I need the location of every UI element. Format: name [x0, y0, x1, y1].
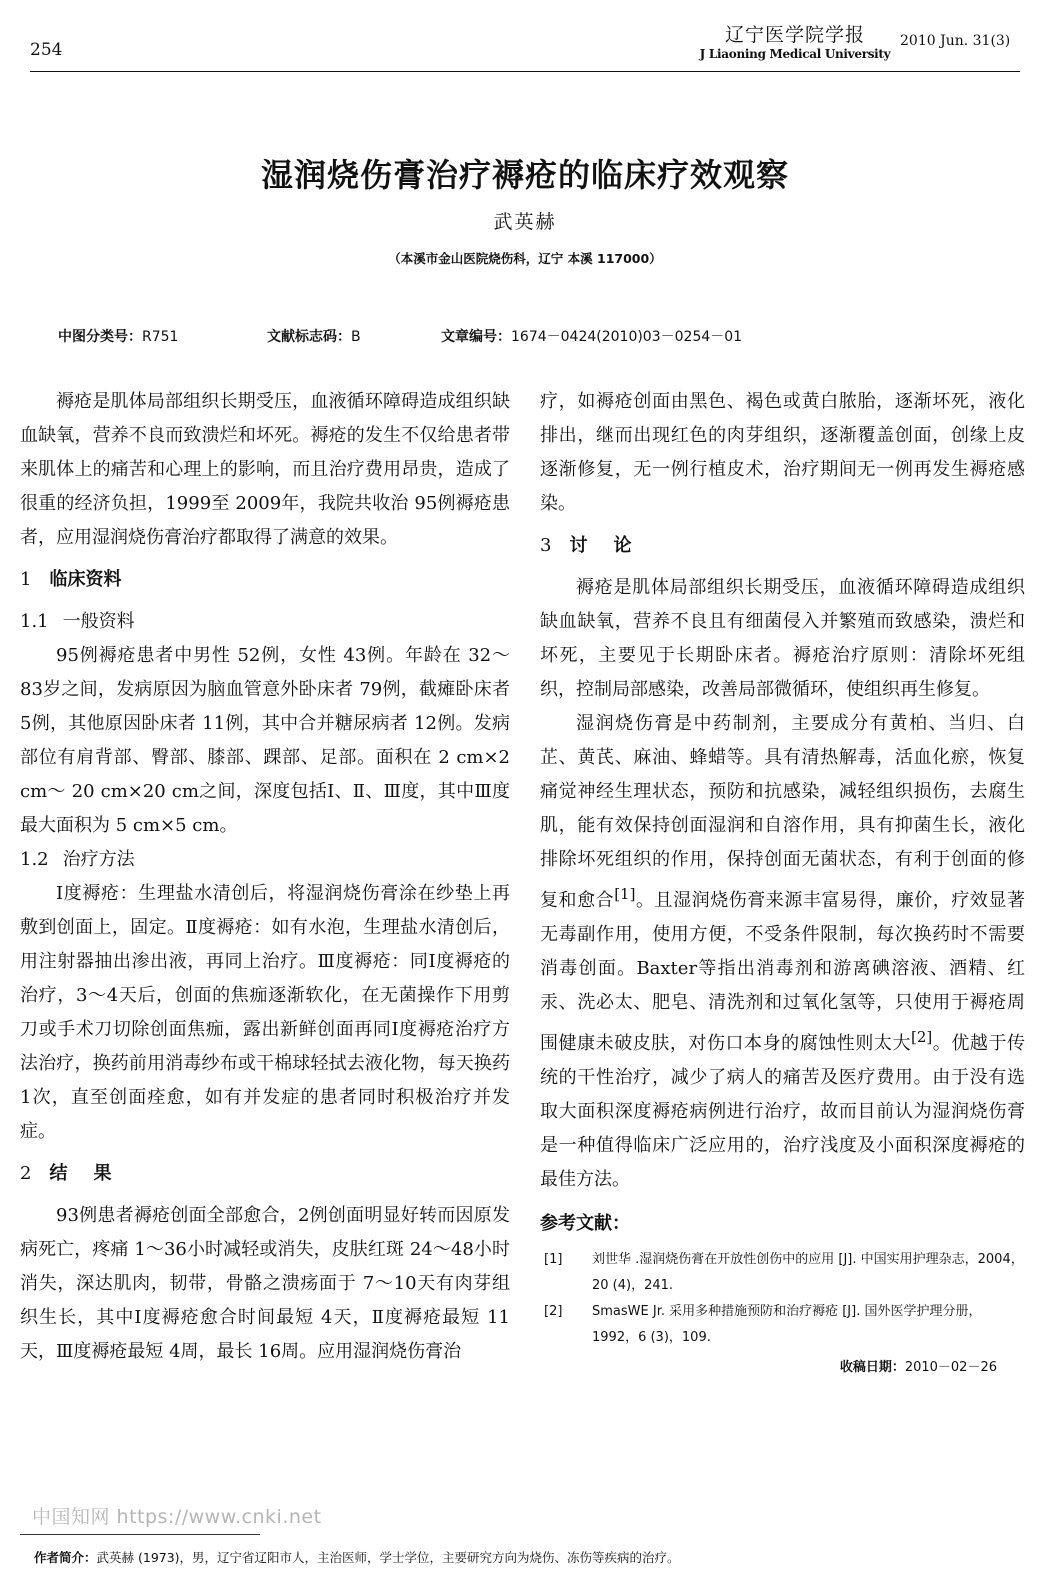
discussion-paragraph-1: 褥疮是肌体局部组织长期受压，血液循环障碍造成组织缺血缺氧，营养不良且有细菌侵入并繁殖而致感染，溃烂和坏死，主要见于长期卧床者。褥疮治疗原则：清除坏死组织，控制局部感染，改善局部微循环，使组织再生修复。 — [540, 577, 1025, 700]
journal-name-cn: 辽宁医学院学报 — [724, 24, 865, 46]
clc-label: 中图分类号： — [58, 329, 142, 345]
section-1-title: 临床资料 — [49, 569, 122, 590]
section-3-title: 讨论 — [569, 535, 658, 556]
discussion-text-c: 。优越于传统的干性治疗，减少了病人的痛苦及医疗费用。由于没有选取大面积深度褥疮病例进行治疗，故而目前认为湿润烧伤膏是一种值得临床广泛应用的，治疗浅度及小面积深度褥疮的最佳方法。 — [540, 1033, 1025, 1190]
footnote-divider — [20, 1534, 260, 1535]
art-value: 1674－0424(2010)03－0254－01 — [511, 329, 743, 345]
left-column — [20, 385, 510, 1369]
reference-item — [540, 1247, 1025, 1299]
section-1-number: 1 — [20, 569, 32, 590]
received-label: 收稿日期： — [839, 1360, 905, 1375]
journal-name — [680, 20, 910, 61]
journal-name-en: J Liaoning Medical University — [699, 47, 891, 61]
cnki-watermark: 中国知网 https://www.cnki.net — [32, 1506, 322, 1528]
received-value: 2010－02－26 — [904, 1360, 997, 1375]
reference-2-number: [2] — [544, 1304, 563, 1319]
doc-label: 文献标志码： — [267, 329, 351, 345]
citation-2[interactable]: [2] — [911, 1028, 933, 1046]
section-2-title: 结果 — [49, 1163, 138, 1184]
section-1-1-paragraph: 95例褥疮患者中男性 52例，女性 43例。年龄在 32～ 83岁之间，发病原因为脑血管意外卧床者 79例，截瘫卧床者 5例，其他原因卧床者 11例，其中合并糖尿病者 12例。发病部位有肩背部、臀部、膝部、踝部、足部。面积在 2 cm×2 cm～ 20 cm×20 cm之间，深度包括Ⅰ、Ⅱ、Ⅲ度，其中Ⅲ度最大面积为 5 cm×5 cm。 — [20, 645, 510, 836]
reference-1-number: [1] — [544, 1252, 563, 1267]
clc-number — [58, 326, 178, 346]
bio-label: 作者简介： — [34, 1550, 97, 1565]
reference-1-text: 刘世华 .湿润烧伤膏在开放性创伤中的应用 [J]. 中国实用护理杂志，2004，20 (4)，241. — [592, 1252, 1024, 1293]
section-2-paragraph: 93例患者褥疮创面全部愈合，2例创面明显好转而因原发病死亡，疼痛 1～36小时减轻或消失，皮肤红斑 24～48小时消失，深达肌肉，韧带，骨骼之溃疡面于 7～10天有肉芽组织生长，其中Ⅰ度褥疮愈合时间最短 4天，Ⅱ度褥疮最短 11天，Ⅲ度褥疮最短 4周，最长 16周。应用湿润烧伤膏治 — [20, 1205, 510, 1362]
header-divider — [30, 71, 1020, 72]
citation-1[interactable]: [1] — [614, 885, 636, 903]
article-number — [441, 326, 742, 346]
bio-text: 武英赫 (1973)，男，辽宁省辽阳市人，主治医师，学士学位，主要研究方向为烧伤、冻伤等疾病的治疗。 — [96, 1550, 680, 1565]
clc-value: R751 — [142, 329, 179, 345]
section-3-number: 3 — [540, 535, 552, 556]
references-heading: 参考文献： — [540, 1213, 630, 1234]
document-code — [267, 326, 361, 346]
section-1-2-heading — [20, 843, 510, 877]
article-author: 武英赫 — [493, 211, 557, 233]
section-1-heading — [20, 563, 510, 597]
section-1-1-title: 一般资料 — [62, 611, 135, 632]
reference-item — [540, 1299, 1025, 1351]
author-affiliation: （本溪市金山医院烧伤科，辽宁 本溪 117000） — [388, 251, 662, 266]
article-title: 湿润烧伤膏治疗褥疮的临床疗效观察 — [260, 156, 789, 194]
discussion-paragraph-2 — [540, 707, 1025, 1197]
discussion-text-b: 。且湿润烧伤膏来源丰富易得，廉价，疗效显著无毒副作用，使用方便，不受条件限制，每次换药时不需要消毒创面。Baxter等指出消毒剂和游离碘溶液、酒精、红汞、洗必太、肥皂、清洗剂和过氧化氢等，只使用于褥疮周围健康未破皮肤，对伤口本身的腐蚀性则太大 — [540, 890, 1026, 1054]
doc-value: B — [351, 329, 361, 345]
section-1-2-number: 1.2 — [20, 849, 49, 870]
results-continued-paragraph: 疗，如褥疮创面由黑色、褐色或黄白脓胎，逐渐坏死，液化排出，继而出现红色的肉芽组织，逐渐覆盖创面，创缘上皮逐渐修复，无一例行植皮术，治疗期间无一例再发生褥疮感染。 — [540, 391, 1025, 514]
intro-paragraph: 褥疮是肌体局部组织长期受压，血液循环障碍造成组织缺血缺氧，营养不良而致溃烂和坏死。褥疮的发生不仅给患者带来肌体上的痛苦和心理上的影响，而且治疗费用昂贵，造成了很重的经济负担，1999至 2009年，我院共收治 95例褥疮患者，应用湿润烧伤膏治疗都取得了满意的效果。 — [20, 391, 510, 548]
issue-info: 2010 Jun. 31(3) — [900, 33, 1011, 49]
section-1-1-heading — [20, 605, 510, 639]
section-1-2-title: 治疗方法 — [62, 849, 135, 870]
section-2-number: 2 — [20, 1163, 32, 1184]
art-label: 文章编号： — [441, 329, 511, 345]
section-1-1-number: 1.1 — [20, 611, 49, 632]
section-1-2-paragraph: Ⅰ度褥疮：生理盐水清创后，将湿润烧伤膏涂在纱垫上再敷到创面上，固定。Ⅱ度褥疮：如有水泡，生理盐水清创后，用注射器抽出渗出液，再同上治疗。Ⅲ度褥疮：同Ⅰ度褥疮的治疗，3～4天后，创面的焦痂逐渐软化，在无菌操作下用剪刀或手术刀切除创面焦痂，露出新鲜创面再同Ⅰ度褥疮治疗方法治疗，换药前用消毒纱布或干棉球轻拭去液化物，每天换药 1次，直至创面痊愈，如有并发症的患者同时积极治疗并发症。 — [20, 883, 510, 1142]
reference-2-text: SmasWE Jr. 采用多种措施预防和治疗褥疮 [J]. 国外医学护理分册，1992，6 (3)，109. — [592, 1304, 982, 1345]
author-bio — [34, 1548, 680, 1566]
received-date — [540, 1351, 1025, 1385]
right-column — [540, 385, 1025, 1385]
page-number: 254 — [30, 40, 63, 60]
section-2-heading — [20, 1157, 510, 1191]
discussion-text-a: 湿润烧伤膏是中药制剂，主要成分有黄柏、当归、白芷、黄芪、麻油、蜂蜡等。具有清热解毒，活血化瘀，恢复痛觉神经生理状态，预防和抗感染，减轻组织损伤，去腐生肌，能有效保持创面湿润和自溶作用，具有抑菌生长，液化排除坏死组织的作用，保持创面无菌状态，有利于创面的修复和愈合 — [540, 713, 1025, 911]
section-3-heading — [540, 529, 1025, 563]
